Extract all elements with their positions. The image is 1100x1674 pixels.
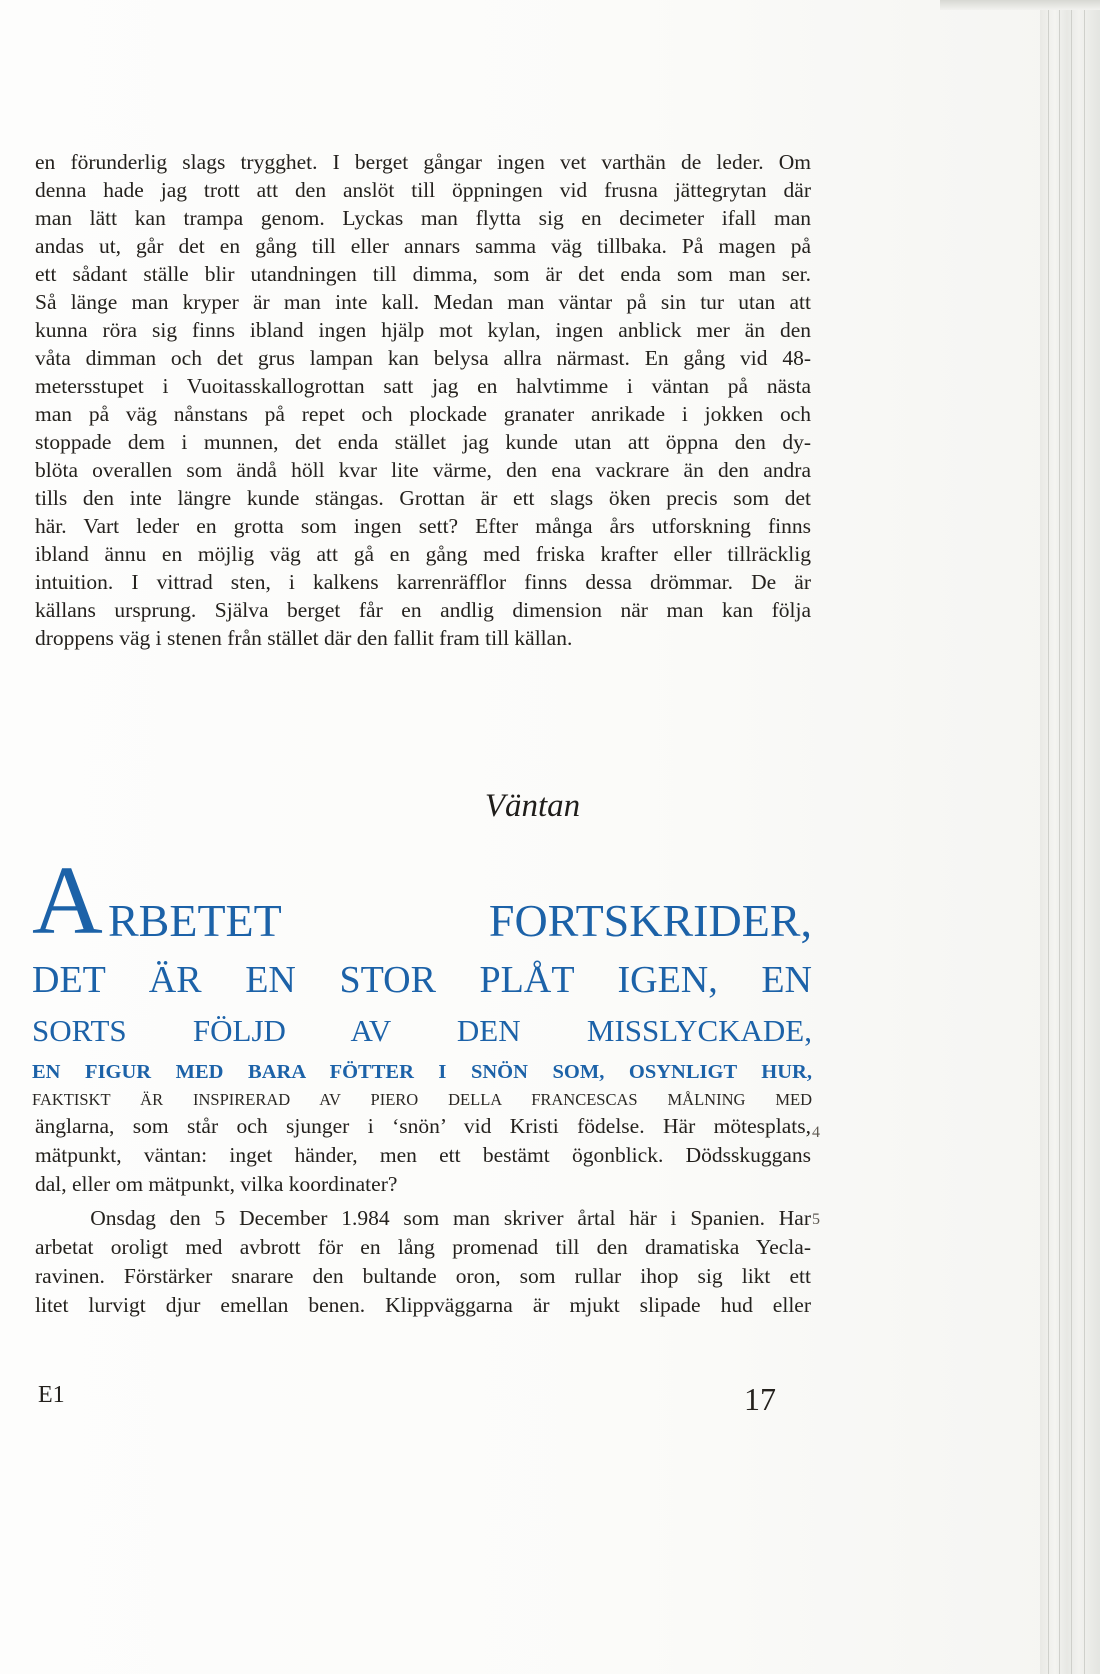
text-line: här. Vart leder en grotta som ingen sett? Efter många års utforskning finns <box>35 514 811 538</box>
text-line: mätpunkt, väntan: inget händer, men ett bestämt ögonblick. Dödsskuggans <box>35 1143 811 1167</box>
text-line: stoppade dem i munnen, det enda stället jag kunde utan att öppna den dy- <box>35 430 811 454</box>
text-line: arbetat oroligt med avbrott för en lång promenad till den dramatiska Yecla- <box>35 1235 811 1259</box>
text-line: metersstupet i Vuoitasskallogrottan satt jag en halvtimme i väntan på nästa <box>35 374 811 398</box>
text-line: änglarna, som står och sjunger i ‘snön’ vid Kristi födelse. Här mötesplats, <box>35 1114 811 1138</box>
text-line: en förunderlig slags trygghet. I berget gångar ingen vet varthän de leder. Om <box>35 150 811 174</box>
text-line: våta dimman och det grus lampan kan belysa allra närmast. En gång vid 48- <box>35 346 811 370</box>
text-line: ett sådant ställe blir utandningen till dimma, som är det enda som man ser. <box>35 262 811 286</box>
text-line: källans ursprung. Själva berget får en andlig dimension när man kan följa <box>35 598 811 622</box>
page-corner-shadow <box>940 0 1100 10</box>
section-title: Väntan <box>484 788 581 824</box>
text-line: man lätt kan trampa genom. Lyckas man flytta sig en decimeter ifall man <box>35 206 811 230</box>
opening-line-3: SORTS FÖLJD AV DEN MISSLYCKADE, <box>32 1013 812 1048</box>
opening-line-4: EN FIGUR MED BARA FÖTTER I SNÖN SOM, OSYNLIGT HUR, <box>32 1061 812 1083</box>
page-stack-edge <box>1040 0 1100 1674</box>
signature-mark: E1 <box>38 1382 65 1408</box>
opening-line-5: FAKTISKT ÄR INSPIRERAD AV PIERO DELLA FRANCESCAS MÅLNING MED <box>32 1090 812 1109</box>
text-line: Onsdag den 5 December 1.984 som man skriver årtal här i Spanien. Har <box>35 1206 811 1230</box>
drop-cap: A <box>32 847 103 955</box>
text-line: andas ut, går det en gång till eller annars samma väg tillbaka. På magen på <box>35 234 811 258</box>
margin-number: 5 <box>812 1211 820 1228</box>
text-line: ibland ännu en möjlig väg att gå en gång med friska krafter eller tillräcklig <box>35 542 811 566</box>
page-number: 17 <box>744 1381 776 1417</box>
text-line: blöta overallen som ändå höll kvar lite värme, den ena vackrare än den andra <box>35 458 811 482</box>
text-line: droppens väg i stenen från stället där den fallit fram till källan. <box>35 626 573 650</box>
text-line: denna hade jag trott att den anslöt till öppningen vid frusna jättegrytan där <box>35 178 811 202</box>
opening-line-1: RBETET FORTSKRIDER, <box>108 895 812 946</box>
text-line: ravinen. Förstärker snarare den bultande oron, som rullar ihop sig likt ett <box>35 1264 811 1288</box>
text-line: tills den inte längre kunde stängas. Grottan är ett slags öken precis som det <box>35 486 811 510</box>
margin-number: 4 <box>812 1124 820 1141</box>
text-line: Så länge man kryper är man inte kall. Medan man väntar på sin tur utan att <box>35 290 811 314</box>
text-line: intuition. I vittrad sten, i kalkens karrenräfflor finns dessa drömmar. De är <box>35 570 811 594</box>
text-line: dal, eller om mätpunkt, vilka koordinater? <box>35 1172 398 1196</box>
text-line: man på väg nånstans på repet och plockade granater anrikade i jokken och <box>35 402 811 426</box>
text-line: litet lurvigt djur emellan benen. Klippväggarna är mjukt slipade hud eller <box>35 1293 811 1317</box>
opening-line-2: DET ÄR EN STOR PLÅT IGEN, EN <box>32 959 812 1001</box>
text-line: kunna röra sig finns ibland ingen hjälp mot kylan, ingen anblick mer än den <box>35 318 811 342</box>
